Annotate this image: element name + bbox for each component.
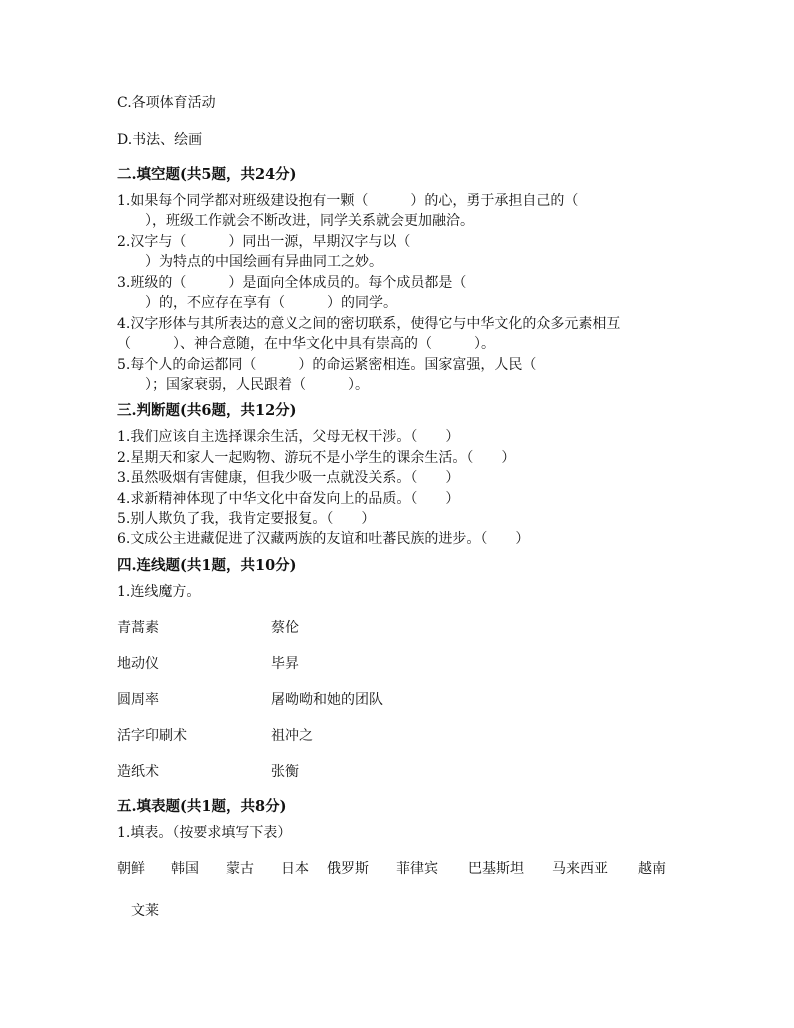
matching-left-item: 造纸术	[117, 764, 159, 780]
country-name: 巴基斯坦	[468, 861, 524, 877]
country-name: 蒙古	[226, 861, 254, 877]
fill-blank-line: 4.汉字形体与其所表达的意义之间的密切联系，使得它与中华文化的众多元素相互	[117, 316, 621, 332]
fill-blank-line: 3.班级的（ ）是面向全体成员的。每个成员都是（	[117, 275, 467, 291]
country-name: 文莱	[131, 903, 159, 919]
matching-right-item: 毕昇	[271, 656, 299, 672]
section-heading-matching: 四.连线题(共1题，共10分)	[117, 557, 297, 574]
matching-right-item: 祖冲之	[271, 728, 313, 744]
fill-blank-line: ）为特点的中国绘画有异曲同工之妙。	[117, 254, 383, 270]
fill-blank-line: 2.汉字与（ ）同出一源，早期汉字与以（	[117, 234, 411, 250]
country-name: 俄罗斯	[327, 861, 369, 877]
option-d: D.书法、绘画	[117, 132, 203, 148]
true-false-item: 3.虽然吸烟有害健康，但我少吸一点就没关系。（ ）	[117, 470, 460, 486]
fill-blank-line: 5.每个人的命运都同（ ）的命运紧密相连。国家富强，人民（	[117, 357, 537, 373]
true-false-item: 5.别人欺负了我，我肯定要报复。（ ）	[117, 511, 376, 527]
country-name: 韩国	[171, 861, 199, 877]
true-false-item: 1.我们应该自主选择课余生活，父母无权干涉。（ ）	[117, 429, 460, 445]
section-heading-table-fill: 五.填表题(共1题，共8分)	[117, 798, 287, 815]
matching-left-item: 青蒿素	[117, 620, 159, 636]
fill-blank-line: ）；国家衰弱，人民跟着（ ）。	[117, 377, 369, 393]
fill-blank-line: ），班级工作就会不断改进，同学关系就会更加融洽。	[117, 213, 474, 229]
country-name: 越南	[638, 861, 666, 877]
country-name: 朝鲜	[117, 861, 145, 877]
fill-blank-line: （ ）、神合意随，在中华文化中具有崇高的（ ）。	[117, 336, 495, 352]
fill-blank-line: 1.如果每个同学都对班级建设抱有一颗（ ）的心，勇于承担自己的（	[117, 193, 579, 209]
true-false-item: 2.星期天和家人一起购物、游玩不是小学生的课余生活。（ ）	[117, 450, 516, 466]
section-heading-true-false: 三.判断题(共6题，共12分)	[117, 402, 297, 419]
option-c: C.各项体育活动	[117, 95, 216, 111]
country-name: 日本	[281, 861, 309, 877]
matching-right-item: 张衡	[271, 764, 299, 780]
matching-left-item: 地动仪	[117, 656, 159, 672]
true-false-item: 6.文成公主进藏促进了汉藏两族的友谊和吐蕃民族的进步。（ ）	[117, 531, 530, 547]
matching-right-item: 屠呦呦和她的团队	[271, 692, 383, 708]
matching-question: 1.连线魔方。	[117, 584, 201, 600]
section-heading-fill-blank: 二.填空题(共5题，共24分)	[117, 166, 297, 183]
matching-left-item: 活字印刷术	[117, 728, 187, 744]
matching-left-item: 圆周率	[117, 692, 159, 708]
country-name: 马来西亚	[552, 861, 608, 877]
matching-right-item: 蔡伦	[271, 620, 299, 636]
table-fill-question: 1.填表。（按要求填写下表）	[117, 825, 292, 841]
true-false-item: 4.求新精神体现了中华文化中奋发向上的品质。（ ）	[117, 491, 460, 507]
fill-blank-line: ）的，不应存在享有（ ）的同学。	[117, 295, 397, 311]
country-name: 菲律宾	[396, 861, 438, 877]
